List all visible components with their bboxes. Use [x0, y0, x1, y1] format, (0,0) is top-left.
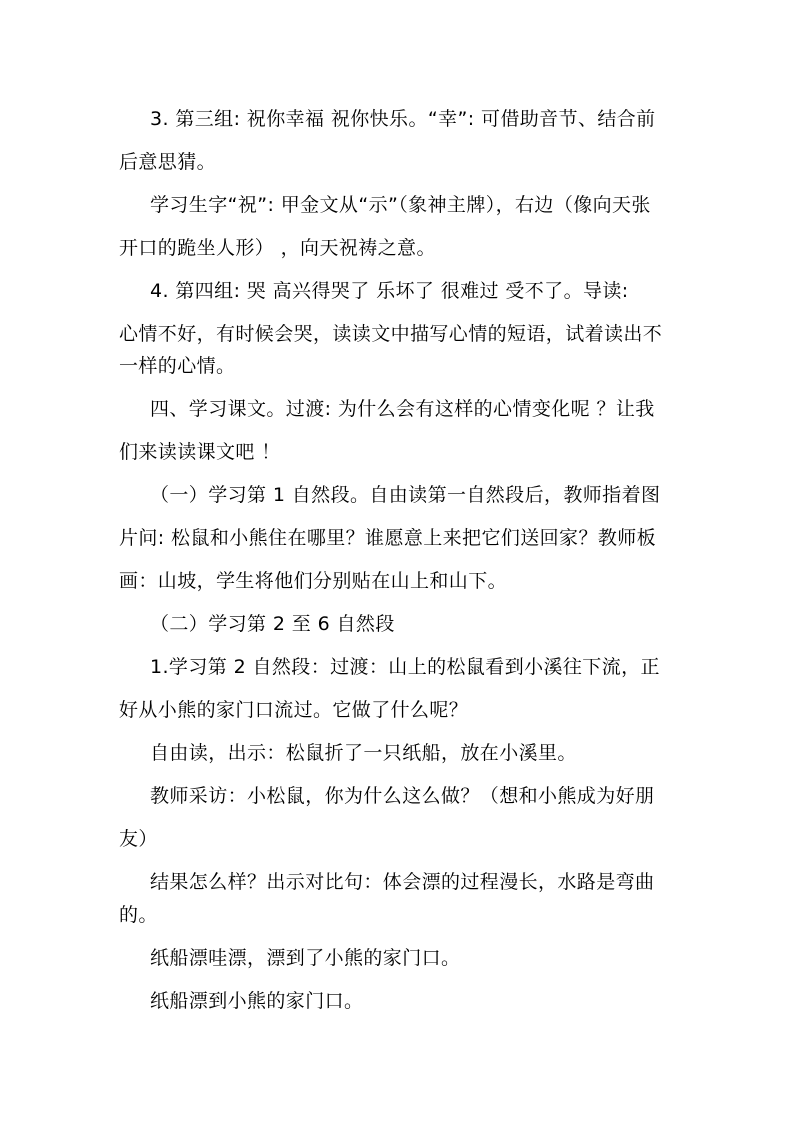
text-line: 四、学习课文。过渡: 为什么会有这样的心情变化呢 ？让我	[150, 398, 655, 420]
text-line: 纸船漂到小熊的家门口。	[150, 990, 364, 1012]
text-line: 开口的跪坐人形） ，向天祝祷之意。	[119, 237, 436, 259]
text-line: （一）学习第 1 自然段。自由读第一自然段后，教师指着图	[150, 484, 661, 506]
text-line: 们来读读课文吧 ！	[119, 441, 281, 463]
text-line: 一样的心情。	[119, 355, 236, 377]
text-line: 友）	[119, 828, 158, 850]
text-line: 画：山坡，学生将他们分别贴在山上和山下。	[119, 570, 508, 592]
text-line: 心情不好，有时候会哭，读读文中描写心情的短语，试着读出不	[119, 323, 663, 345]
text-line: 学习生字“祝”: 甲金文从“示”（象神主牌），右边（像向天张	[150, 194, 651, 216]
text-line: 教师采访：小松鼠，你为什么这么做？（想和小熊成为好朋	[150, 785, 655, 807]
text-line: 1.学习第 2 自然段：过渡：山上的松鼠看到小溪往下流，正	[150, 656, 660, 678]
text-line: 自由读，出示：松鼠折了一只纸船，放在小溪里。	[150, 742, 577, 764]
text-line: 后意思猜。	[119, 151, 217, 173]
text-line: 好从小熊的家门口流过。它做了什么呢？	[119, 699, 469, 721]
text-line: 片问: 松鼠和小熊住在哪里？谁愿意上来把它们送回家？教师板	[119, 527, 657, 549]
text-line: 的。	[119, 904, 158, 926]
text-line: 4. 第四组: 哭 高兴得哭了 乐坏了 很难过 受不了。导读:	[150, 280, 629, 302]
text-line: 结果怎么样？出示对比句：体会漂的过程漫长，水路是弯曲	[150, 871, 655, 893]
text-line: （二）学习第 2 至 6 自然段	[150, 613, 395, 635]
text-line: 纸船漂哇漂，漂到了小熊的家门口。	[150, 947, 461, 969]
text-line: 3. 第三组: 祝你幸福 祝你快乐。“幸”: 可借助音节、结合前	[150, 108, 656, 130]
